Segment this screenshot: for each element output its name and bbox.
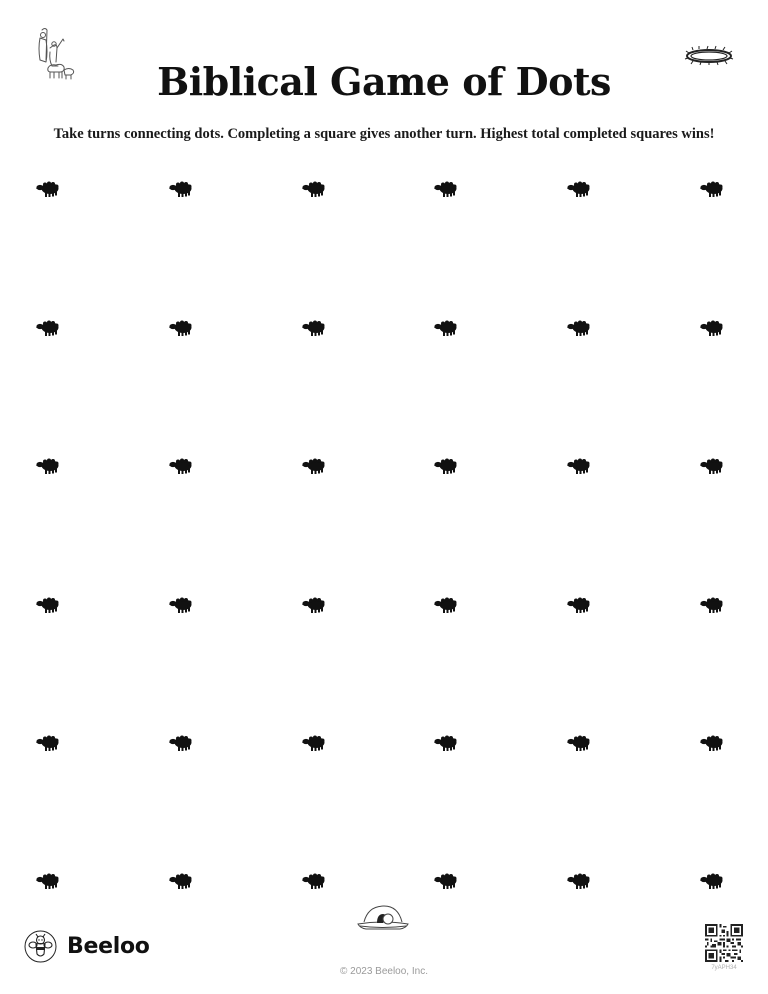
sheep-icon (567, 458, 591, 475)
sheep-icon (700, 735, 724, 752)
sheep-icon (36, 873, 60, 890)
sheep-icon (302, 320, 326, 337)
instructions-text: Take turns connecting dots. Completing a square gives another turn. Highest total completed squares wins! (53, 125, 715, 142)
sheep-icon (302, 597, 326, 614)
sheep-icon (169, 735, 193, 752)
sheep-icon (700, 320, 724, 337)
sheep-icon (169, 458, 193, 475)
sheep-icon (169, 597, 193, 614)
sheep-icon (434, 735, 458, 752)
qr-code-icon (705, 924, 743, 962)
sheep-icon (434, 320, 458, 337)
sheep-icon (567, 181, 591, 198)
sheep-icon (567, 320, 591, 337)
qr-code-text: 7yAPH34 (711, 965, 737, 971)
sheep-icon (36, 597, 60, 614)
bee-logo-icon (24, 930, 57, 963)
sheep-icon (567, 735, 591, 752)
sheep-icon (36, 458, 60, 475)
brand-name: Beeloo (67, 934, 150, 959)
sheep-icon (700, 597, 724, 614)
sheep-icon (434, 597, 458, 614)
sheep-icon (302, 181, 326, 198)
copyright-text: © 2023 Beeloo, Inc. (340, 966, 428, 977)
sheep-icon (169, 181, 193, 198)
sheep-icon (567, 873, 591, 890)
empty-tomb-icon (355, 902, 411, 932)
sheep-icon (302, 458, 326, 475)
sheep-icon (169, 873, 193, 890)
sheep-icon (36, 320, 60, 337)
sheep-icon (302, 873, 326, 890)
sheep-icon (36, 181, 60, 198)
sheep-icon (434, 181, 458, 198)
sheep-icon (434, 873, 458, 890)
sheep-icon (700, 873, 724, 890)
sheep-icon (567, 597, 591, 614)
sheep-icon (700, 181, 724, 198)
brand (24, 930, 150, 963)
sheep-icon (36, 735, 60, 752)
sheep-icon (434, 458, 458, 475)
sheep-icon (169, 320, 193, 337)
sheep-icon (302, 735, 326, 752)
page-title: Biblical Game of Dots (157, 59, 611, 105)
sheep-icon (700, 458, 724, 475)
